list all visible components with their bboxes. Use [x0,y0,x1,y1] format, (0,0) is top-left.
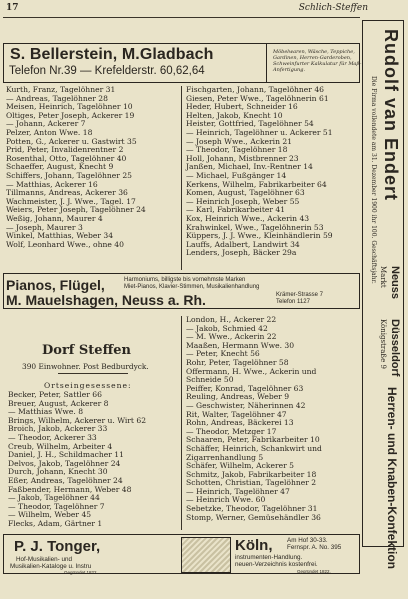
side-ad-city-2: Düsseldorf [389,319,401,377]
resident-entry: — Wilhelm, Weber 45 [8,510,92,520]
resident-entry: London, H., Ackerer 22 [186,315,277,324]
resident-entry: Reuling, Andreas, Weber 9 [186,392,290,402]
resident-entry: Komen, August, Tagelöhner 63 [186,188,305,198]
resident-entry: Lenders, Joseph, Bäcker 29a [186,248,297,258]
resident-entry: Winkel, Matthias, Weber 34 [6,231,114,241]
resident-entry: — Peter, Knecht 56 [186,349,260,359]
side-ad-category: Herren- und Knaben-Konfektion [385,387,399,569]
mid-ad-phone: Telefon 1127 [276,299,310,305]
running-title: Schlich-Steffen [298,3,368,13]
resident-entry: — Jakob, Tagelöhner 44 [8,493,100,503]
side-ad-city: Neuss [389,266,401,300]
ad-right-line: Anfertigung. [273,67,306,73]
resident-entry: — Theodor, Tagelöhner 18 [186,145,288,155]
bottom-ad-company: P. J. Tonger, [14,538,101,555]
resident-entry: — Heinrich, Tagelöhner 47 [186,486,290,496]
resident-entry: Meisen, Heinrich, Tagelöhner 10 [6,102,133,112]
resident-entry: Rit, Walter, Tagelöhner 47 [186,409,287,419]
resident-entry: — Jakob, Schmied 42 [186,323,268,333]
resident-entry: Schaaren, Peter, Fabrikarbeiter 10 [186,435,320,445]
resident-entry: Stomp, Werner, Gemüsehändler 36 [186,512,321,522]
resident-entry: Becker, Peter, Sattler 66 [8,390,102,399]
resident-entry: Kox, Heinrich Wwe., Ackerin 43 [186,213,310,223]
advertisement-bellerstein [3,43,360,83]
residents-heading: Ortseingesessene: [44,381,132,390]
bottom-ad-line: Musikalien-Kataloge u. Instru [10,563,92,570]
resident-entry: Rohn, Andreas, Bäckerei 13 [186,418,294,428]
resident-entry: Rohr, Peter, Tagelöhner 58 [186,357,289,367]
resident-entry: Daniel, J. H., Schildmacher 11 [8,450,124,460]
bottom-ad-line: neuen-Verzeichnis kostenfrei. [235,561,318,568]
mid-ad-headline: Pianos, Flügel, [6,277,105,293]
resident-entry: Heder, Hubert, Schneider 16 [186,102,298,112]
resident-entry: Fischgarten, Johann, Tagelöhner 46 [186,85,325,94]
residents-column-right [186,86,333,258]
resident-entry: Broich, Jakob, Ackerer 33 [8,424,108,434]
resident-entry: Giesen, Peter Wwe., Tagelöhnerin 61 [186,93,329,103]
mid-ad-company: M. Mauelshagen, Neuss a. Rh. [6,292,206,308]
side-ad-market: Markt [379,266,387,288]
resident-entry: Schneide 50 [186,375,234,385]
resident-entry: — Joseph Wwe., Ackerin 21 [186,136,293,146]
ad-telephone: Telefon Nr.39 — Krefelderstr. 60,62,64 [9,65,205,77]
page-header [0,3,408,15]
resident-entry: Maaßen, Hermann Wwe. 30 [186,340,295,350]
resident-entry: — M. Wwe., Ackerin 22 [186,332,277,342]
resident-entry: Helten, Jakob, Knecht 10 [186,110,283,120]
ad-company-name: S. Bellerstein, M.Gladbach [10,46,214,63]
resident-entry: — Theodor, Metzger 17 [186,426,277,436]
resident-entry: — Karl, Fabrikarbeiter 41 [186,205,286,215]
ad-right-line: Schweinfurter Kalkulatur für Maß- [273,61,362,67]
resident-entry: Schäfer, Wilhelm, Ackerer 5 [186,461,295,471]
resident-entry: Holl, Johann, Mistbrenner 23 [186,153,299,163]
resident-entry: Küppers, J. J. Wwe., Kleinhändlerin 59 [186,231,333,241]
bottom-ad-founded: Gegründet 1822. [297,569,331,574]
village-residents-left [8,391,146,529]
resident-entry: — Theodor, Tagelöhner 7 [8,501,105,511]
resident-entry: Krahwinkel, Wwe., Tagelöhnerin 53 [186,222,324,232]
resident-entry: Wachmeister, J. J. Wwe., Tagel. 17 [6,196,136,206]
residents-column-left [6,86,146,249]
resident-entry: Creub, Wilhelm, Arbeiter 4 [8,441,113,451]
bottom-ad-line: Am Hof 30-33. [287,537,328,544]
resident-entry: Schäffer, Heinrich, Schankwirt und [186,443,322,453]
resident-entry: — Heinrich, Tagelöhner u. Ackerer 51 [186,127,333,137]
ad-right-line: Möbelwaren, Wäsche, Teppiche, [273,49,355,55]
side-ad-anniversary: Die Firma vollendete am 31. Dezember 1900 ihr 100. Geschäftsjahr. [370,76,377,284]
side-ad-title: Rudolf van Endert [381,29,401,202]
page-number: 17 [6,3,19,13]
resident-entry: Heister, Gottfried, Tagelöhner 54 [186,119,314,129]
ad-right-line: Gardinen, Herren-Garderoben, [273,55,352,61]
resident-entry: Eßer, Andreas, Tagelöhner 24 [8,475,123,485]
resident-entry: Potten, G., Ackerer u. Gastwirt 35 [6,136,137,146]
mid-ad-small-line: Harmoniums, billigste bis vornehmste Marken [124,277,246,283]
resident-entry: Schotten, Christian, Tagelöhner 2 [186,478,317,488]
resident-entry: Rosenthal, Otto, Tagelöhner 40 [6,153,127,163]
village-population: 390 Einwohner. Post Bedburdyck. [22,362,149,371]
resident-entry: Oltiges, Peter Joseph, Ackerer 19 [6,110,135,120]
resident-entry: Prid, Peter, Invalidenrentner 2 [6,145,124,155]
resident-entry: — Heinrich Wwe. 60 [186,495,266,505]
advertisement-mauelshagen [3,273,360,309]
resident-entry: Kerkens, Wilhelm, Fabrikarbeiter 64 [186,179,327,189]
bottom-ad-city: Köln, [235,537,273,554]
resident-entry: Schmitz, Jakob, Fabrikarbeiter 18 [186,469,317,479]
resident-entry: Sebetzke, Theodor, Tagelöhner 31 [186,504,318,514]
resident-entry: Brings, Wilhelm, Ackerer u. Wirt 62 [8,415,147,425]
resident-entry: Zigarrenhandlung 5 [186,452,264,462]
resident-entry: Wolf, Leonhard Wwe., ohne 40 [6,239,124,249]
side-ad-street: Königstraße 9 [379,319,387,369]
village-title: Dorf Steffen [42,343,131,358]
resident-entry: — Joseph, Maurer 3 [6,222,83,232]
resident-entry: — Johann, Ackerer 7 [6,119,86,129]
header-rule [3,17,360,18]
bottom-ad-line: instrumenten-Handlung. [235,554,303,561]
resident-entry: — Matthias Wwe. 8 [8,407,84,417]
resident-entry: Delvos, Jakob, Tagelöhner 24 [8,458,121,468]
resident-entry: Tillmanns, Andreas, Ackerer 36 [6,188,128,198]
resident-entry: Lauffs, Adalbert, Landwirt 34 [186,239,300,249]
resident-entry: — Matthias, Ackerer 16 [6,179,98,189]
section-rule [58,373,128,374]
resident-entry: Breuer, August, Ackerer 8 [8,398,109,408]
column-divider [181,86,182,270]
resident-entry: Janßen, Michael, Inv.-Rentner 14 [186,162,313,172]
resident-entry: Weßig, Johann, Maurer 4 [6,213,103,223]
bottom-ad-line: Hof-Musikalien- und [16,556,72,563]
advertisement-van-endert [362,20,404,569]
mid-ad-address: Krämer-Strasse 7 [276,292,324,298]
shop-illustration [181,537,231,573]
resident-entry: — Geschwister, Näherinnen 42 [186,400,306,410]
ad-right-panel [266,44,362,82]
column-divider [181,316,182,530]
resident-entry: — Andreas, Tagelöhner 28 [6,93,108,103]
resident-entry: — Heinrich Joseph, Weber 55 [186,196,300,206]
resident-entry: Schiffers, Johann, Tagelöhner 25 [6,170,133,180]
bottom-ad-founded: Gegründet 1822. [64,570,98,575]
ad-left-panel [4,44,266,82]
resident-entry: Faßbender, Hermann, Weber 48 [8,484,132,494]
resident-entry: Kurth, Franz, Tagelöhner 31 [6,85,116,94]
advertisement-tonger [3,534,360,574]
mid-ad-small-line: Miet-Pianos, Klavier-Stimmen, Musikalienhandlung [124,284,260,290]
resident-entry: Offermann, H. Wwe., Ackerin und [186,366,317,376]
resident-entry: Schaeffer, August, Knecht 9 [6,162,114,172]
resident-entry: — Michael, Fußgänger 14 [186,170,287,180]
resident-entry: Weiers, Peter Joseph, Tagelöhner 24 [6,205,146,215]
resident-entry: Peiffer, Konrad, Tagelöhner 63 [186,383,304,393]
resident-entry: Pelzer, Anton Wwe. 18 [6,127,93,137]
resident-entry: Durch, Johann, Knecht 30 [8,467,108,477]
village-residents-right [186,316,322,522]
bottom-ad-line: Fernspr. A. No. 395 [287,544,342,551]
resident-entry: Flecks, Adam, Gärtner 1 [8,518,103,528]
resident-entry: — Theodor, Ackerer 33 [8,432,97,442]
